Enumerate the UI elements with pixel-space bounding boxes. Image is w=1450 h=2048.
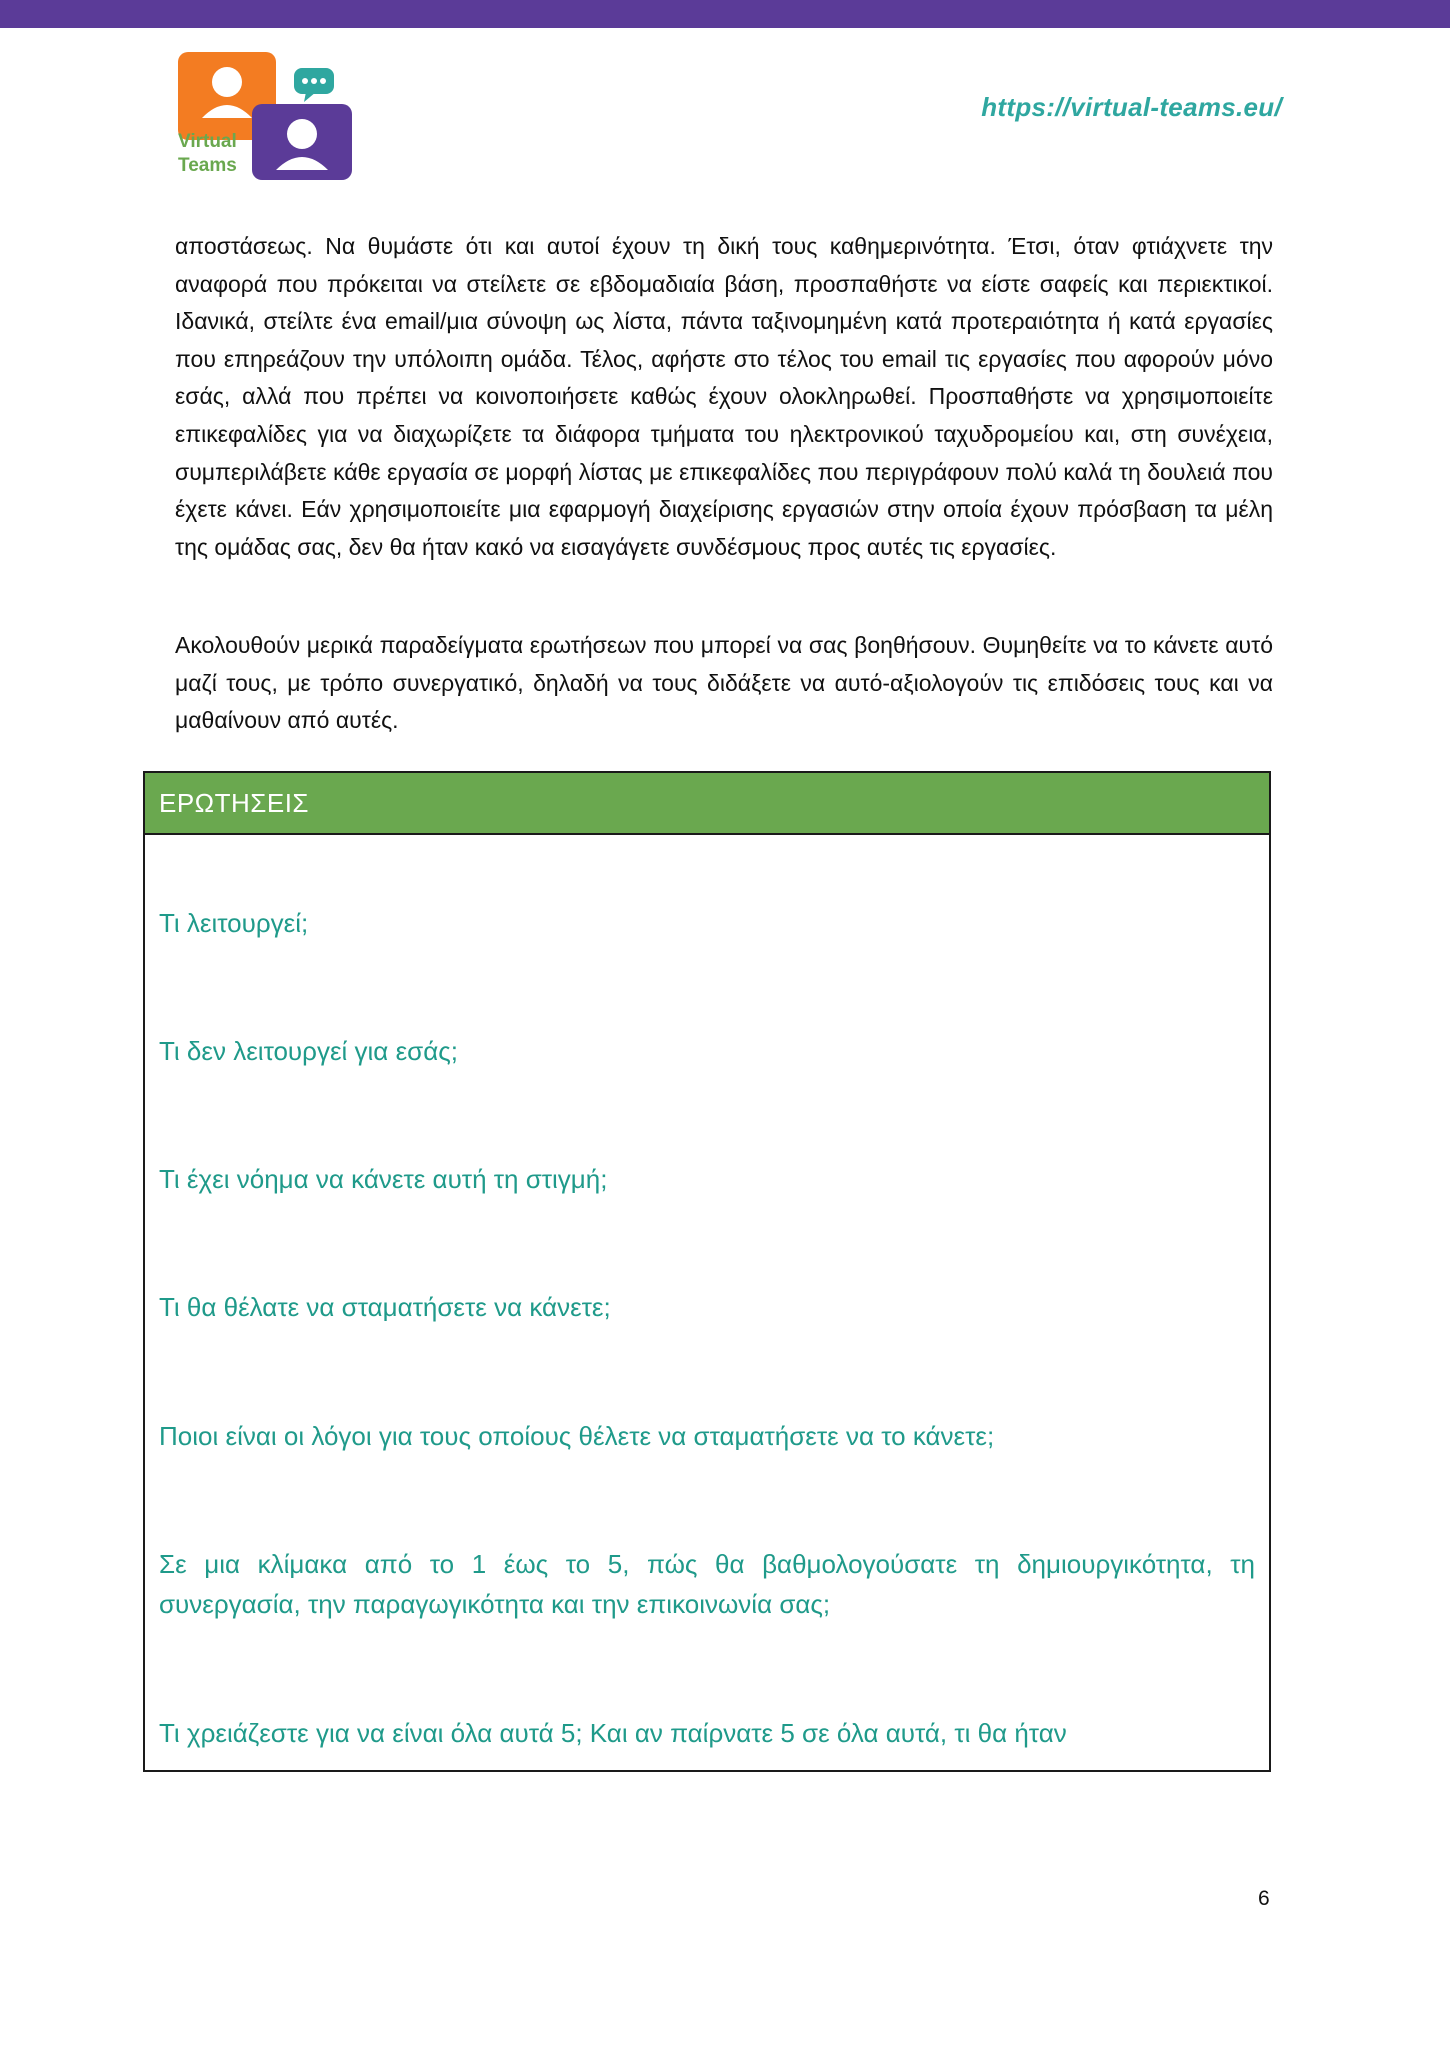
logo-text-virtual: Virtual	[178, 131, 237, 152]
questions-table	[143, 771, 1271, 1772]
question-item: Τι λειτουργεί;	[159, 908, 309, 938]
website-url-link[interactable]: https://virtual-teams.eu/	[981, 92, 1282, 122]
logo-text-teams: Teams	[178, 155, 237, 176]
page-number: 6	[1258, 1887, 1270, 1910]
question-item: Τι δεν λειτουργεί για εσάς;	[159, 1036, 458, 1066]
question-item: Τι θα θέλατε να σταματήσετε να κάνετε;	[159, 1292, 611, 1322]
chat-bubble-icon	[294, 68, 334, 102]
question-item: Τι έχει νόημα να κάνετε αυτή τη στιγμή;	[159, 1164, 608, 1194]
question-item: Τι χρειάζεστε για να είναι όλα αυτά 5; Και αν παίρνατε 5 σε όλα αυτά, τι θα ήταν	[159, 1718, 1067, 1748]
question-item: Ποιοι είναι οι λόγοι για τους οποίους θέλετε να σταματήσετε να το κάνετε;	[159, 1421, 995, 1451]
question-item: Σε μια κλίμακα από το 1 έως το 5, πώς θα βαθμολογούσατε τη δημιουργικότητα, τη συνεργασία, την παραγωγικότητα και την επικοινωνία σας;	[159, 1549, 1255, 1619]
questions-table-header: ΕΡΩΤΗΣΕΙΣ	[145, 773, 1269, 835]
virtual-teams-logo	[176, 52, 356, 182]
body-paragraph-1: αποστάσεως. Να θυμάστε ότι και αυτοί έχουν τη δική τους καθημερινότητα. Έτσι, όταν φτιάχνετε την αναφορά που πρόκειται να στείλετε σε εβδομαδιαία βάση, προσπαθήστε να είστε σαφείς και περιεκτικοί. Ιδανικά, στείλτε ένα email/μια σύνοψη ως λίστα, πάντα ταξινομημένη κατά προτεραιότητα ή κατά εργασίες που επηρεάζουν την υπόλοιπη ομάδα. Τέλος, αφήστε στο τέλος του email τις εργασίες που αφορούν μόνο εσάς, αλλά που πρέπει να κοινοποιήσετε καθώς έχουν ολοκληρωθεί. Προσπαθήστε να χρησιμοποιείτε επικεφαλίδες για να διαχωρίζετε τα διάφορα τμήματα του ηλεκτρονικού ταχυδρομείου και, στη συνέχεια, συμπεριλάβετε κάθε εργασία σε μορφή λίστας με επικεφαλίδες που περιγράφουν πολύ καλά τη δουλειά που έχετε κάνει. Εάν χρησιμοποιείτε μια εφαρμογή διαχείρισης εργασιών στην οποία έχουν πρόσβαση τα μέλη της ομάδας σας, δεν θα ήταν κακό να εισαγάγετε συνδέσμους προς αυτές τις εργασίες.	[175, 233, 1273, 560]
top-color-bar	[0, 0, 1450, 28]
body-paragraph-2: Ακολουθούν μερικά παραδείγματα ερωτήσεων που μπορεί να σας βοηθήσουν. Θυμηθείτε να το κάνετε αυτό μαζί τους, με τρόπο συνεργατικό, δηλαδή να τους διδάξετε να αυτό-αξιολογούν τις επιδόσεις τους και να μαθαίνουν από αυτές.	[175, 632, 1273, 734]
